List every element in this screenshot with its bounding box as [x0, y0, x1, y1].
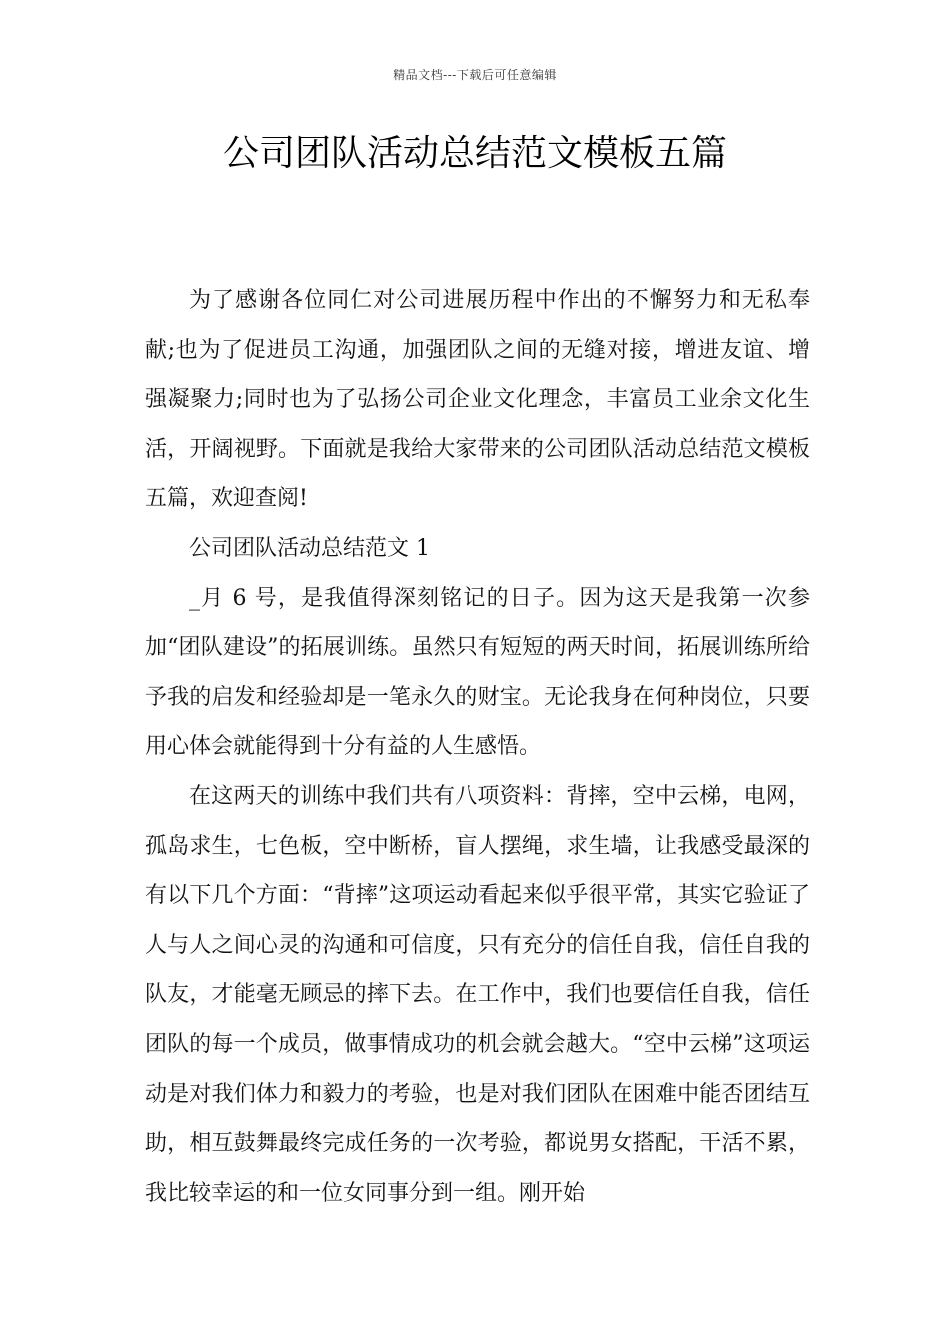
document-title: 公司团队活动总结范文模板五篇 [222, 133, 727, 174]
body-paragraph: _月 6 号，是我值得深刻铭记的日子。因为这天是我第一次参加“团队建设”的拓展训练。虽然只有短短的两天时间，拓展训练所给予我的启发和经验却是一笔永久的财宝。无论我身在何种岗位，只要用心体会就能得到十分有益的人生感悟。 [145, 585, 810, 760]
document-body [145, 276, 810, 1218]
body-paragraph: 在这两天的训练中我们共有八项资料：背摔，空中云梯，电网，孤岛求生，七色板，空中断桥，盲人摆绳，求生墙，让我感受最深的有以下几个方面：“背摔”这项运动看起来似乎很平常，其实它验证了人与人之间心灵的沟通和可信度，只有充分的信任自我，信任自我的队友，才能毫无顾忌的摔下去。在工作中，我们也要信任自我，信任团队的每一个成员，做事情成功的机会就会越大。“空中云梯”这项运动是对我们体力和毅力的考验，也是对我们团队在困难中能否团结互助，相互鼓舞最终完成任务的一次考验，都说男女搭配，干活不累，我比较幸运的和一位女同事分到一组。刚开始 [145, 783, 810, 1206]
header-note: 精品文档---下载后可任意编辑 [393, 68, 557, 82]
intro-paragraph: 为了感谢各位同仁对公司进展历程中作出的不懈努力和无私奉献;也为了促进员工沟通，加强团队之间的无缝对接，增进友谊、增强凝聚力;同时也为了弘扬公司企业文化理念，丰富员工业余文化生活，开阔视野。下面就是我给大家带来的公司团队活动总结范文模板五篇，欢迎查阅! [145, 288, 810, 512]
section-heading-1: 公司团队活动总结范文 1 [189, 535, 430, 561]
